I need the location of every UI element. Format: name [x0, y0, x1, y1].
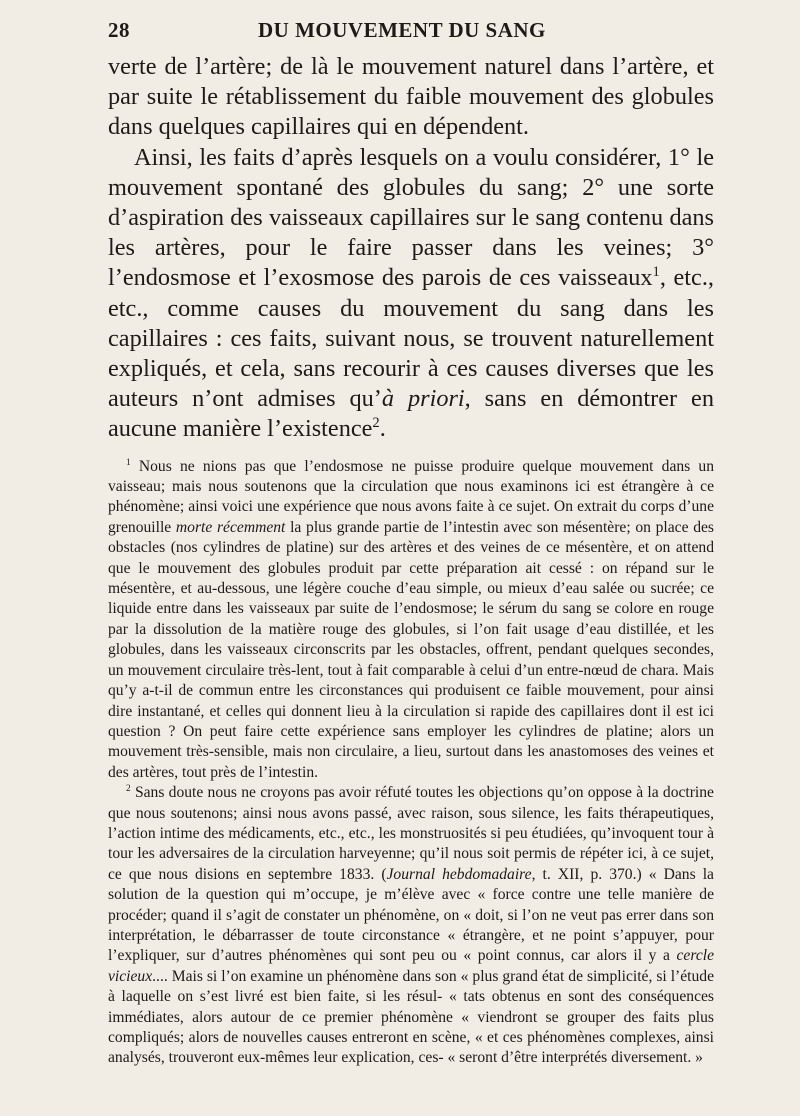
- page-number: 28: [108, 18, 130, 42]
- footnote-1-text-b: la plus grande partie de l’intestin avec son mésentère; on place des obstacles (nos cylindres de platine) sur des artères et des veines de ce mésentère, et on attend que le mouvement des globules produit par cette préparation ait cessé : on répand sur le mésentère, et au-dessous, une légère couche d’eau simple, ou mieux d’eau salée ou sucrée; ce liquide entre dans les vaisseaux par suite de l’endosmose; le sérum du sang se colore en rouge par la dissolution de la matière rouge des globules, si l’on fait usage d’eau distillée, et les globules, dans les vaisseaux circonscrits par les obstacles, offrent, pendant quelques secondes, un mouvement circulaire très-lent, tout à fait comparable à celui d’un entre-nœud de chara. Mais qu’y a-t-il de commun entre les circonstances qui produisent ce faible mouvement, pour ainsi dire instantané, et celles qui donnent lieu à la circulation si rapide des capillaires dont il est ici question ? On peut faire cette expérience sans employer les cylindres de platine; alors un mouvement très-sensible, mais non circulaire, a lieu, surtout dans les anastomoses des veines et des artères, tout près de l’intestin.: [108, 518, 714, 781]
- paragraph-2-text-b: , etc., etc., comme causes du mouvement du sang dans les capillaires : ces faits, suivant nous, se trouvent naturellement expliqués, et cela, sans recourir à ces causes diverses que les auteurs n’ont admises qu’: [108, 264, 714, 413]
- footnote-1: [108, 457, 714, 784]
- footnotes: [108, 457, 714, 1069]
- paragraph-2-text-a: Ainsi, les faits d’après lesquels on a voulu considérer, 1° le mouvement spontané des globules du sang; 2° une sorte d’aspiration des vaisseaux capillaires sur le sang contenu dans les artères, pour le faire passer dans les veines; 3° l’endosmose et l’exosmose des parois de ces vaisseaux: [108, 143, 714, 292]
- paragraph-2: [108, 143, 714, 445]
- footnote-2-italic-journal: Journal hebdomadaire: [386, 865, 532, 883]
- paragraph-1-text: verte de l’artère; de là le mouvement naturel dans l’artère, et par suite le rétablissement du faible mouvement des globules dans quelques capillaires qui en dépendent.: [108, 53, 714, 141]
- page-header: [108, 16, 714, 52]
- footnote-2: [108, 783, 714, 1069]
- footnote-1-text-a: Nous ne nions pas que l’endosmose ne puisse produire quelque mouvement dans un vaisseau; mais nous soutenons que la circulation que nous examinons ici est étrangère à ce phénomène; ainsi voici une expérience que nous avons faite à ce sujet. On extrait du corps d’une grenouille: [108, 457, 715, 536]
- footnote-1-number: 1: [126, 457, 131, 468]
- footnote-1-italic: morte récemment: [175, 518, 286, 536]
- footnote-2-number: 2: [126, 783, 131, 794]
- footnote-2-text-b: , t. XII, p. 370.) « Dans la solution de la question qui m’occupe, je m’élève avec « force contre une telle manière de procéder; quand il s’agit de constater un phénomène, on « doit, si l’on ne veut pas errer dans son interprétation, le débarrasser de toute circonstance « étrangère, et ne point s’appuyer, pour l’expliquer, sur d’autres phénomènes qui sont peu ou « point connus, car alors il y a: [108, 865, 714, 965]
- footnote-2-italic-cercle: cercle vicieux: [108, 947, 714, 985]
- main-text: [108, 52, 714, 445]
- paragraph-1: [108, 52, 714, 143]
- paragraph-2-text-c: , sans en démontrer en aucune manière l’existence: [108, 385, 714, 443]
- footnote-2-text-c: .... Mais si l’on examine un phénomène dans son « plus grand état de simplicité, si l’étude à laquelle on s’est livré est bien faite, si les résul- « tats obtenus en sont des conséquences immédiates, alors autour de ce premier phénomène « viendront se grouper des faits plus compliqués; alors de nouvelles causes entreront en scène, « et ces phénomènes complexes, ainsi analysés, trouveront eux-mêmes leur explication, ces- « seront d’être interprétés diversement. »: [108, 967, 714, 1067]
- running-head: DU MOUVEMENT DU SANG: [258, 18, 546, 42]
- paragraph-2-text-d: .: [379, 415, 386, 443]
- footnote-ref-2: 2: [372, 415, 380, 432]
- paragraph-2-italic: à priori: [381, 385, 465, 413]
- footnote-2-text-a: Sans doute nous ne croyons pas avoir réfuté toutes les objections qu’on oppose à la doctrine que nous soutenons; ainsi nous avons passé, avec raison, sous silence, les faits thérapeutiques, l’action intime des médicaments, etc., etc., les monstruosités si peu étudiées, qu’invoquent tour à tour les adversaires de la circulation harveyenne; qu’il nous soit permis de répéter ici, à ce sujet, ce que nous disions en septembre 1833. (: [108, 784, 714, 883]
- footnote-ref-1: 1: [652, 264, 660, 281]
